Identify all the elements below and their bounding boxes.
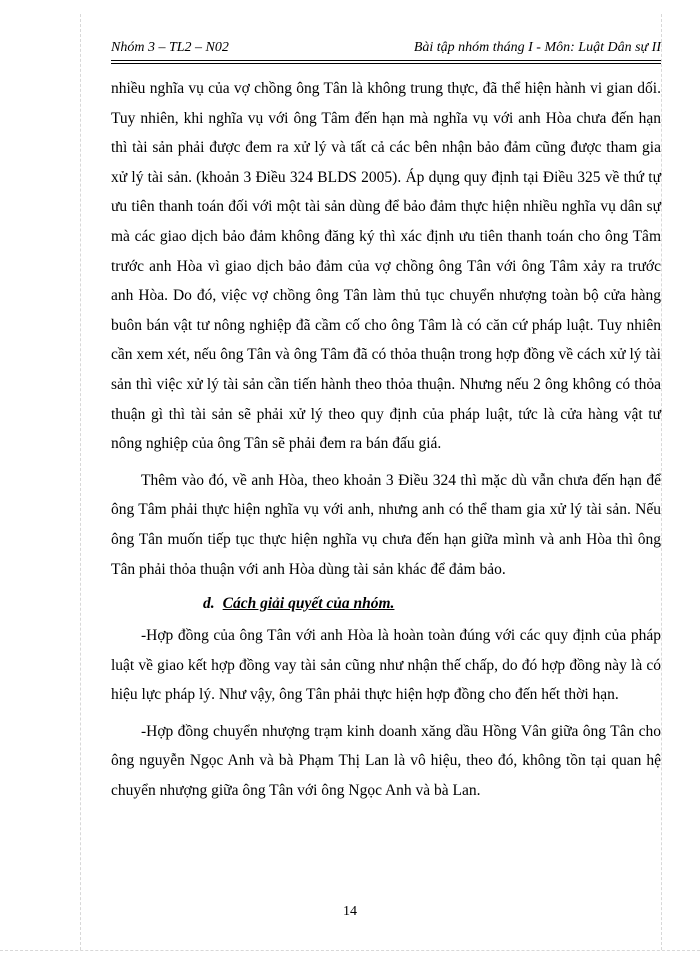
- paragraph-1: nhiều nghĩa vụ của vợ chồng ông Tân là không trung thực, đã thể hiện hành vi gian dối. Tuy nhiên, khi nghĩa vụ với ông Tâm đến hạn mà nghĩa vụ với anh Hòa chưa đến hạn thì tài sản phải được đem ra xử lý và tất cả các bên nhận bảo đảm cũng được tham gia xử lý tài sản. (khoản 3 Điều 324 BLDS 2005). Áp dụng quy định tại Điều 325 về thứ tự ưu tiên thanh toán đối với một tài sản dùng để bảo đảm thực hiện nhiều nghĩa vụ dân sự mà các giao dịch bảo đảm không đăng ký thì xác định ưu tiên thanh toán cho ông Tâm trước anh Hòa vì giao dịch bảo đảm của vợ chồng ông Tân với ông Tâm xảy ra trước anh Hòa. Do đó, việc vợ chồng ông Tân làm thủ tục chuyển nhượng toàn bộ cửa hàng buôn bán vật tư nông nghiệp đã cầm cố cho ông Tâm là có căn cứ pháp luật. Tuy nhiên cần xem xét, nếu ông Tân và ông Tâm đã có thỏa thuận trong hợp đồng về cách xử lý tài sản thì việc xử lý tài sản cần tiến hành theo thỏa thuận. Nhưng nếu 2 ông không có thỏa thuận gì thì tài sản sẽ phải xử lý theo quy định của pháp luật, tức là cửa hàng vật tư nông nghiệp của ông Tân sẽ phải đem ra bán đấu giá.: [111, 80, 661, 453]
- solution-paragraph-2: -Hợp đồng chuyển nhượng trạm kinh doanh xăng dầu Hồng Vân giữa ông Tân cho ông nguyễn Ngọc Anh và bà Phạm Thị Lan là vô hiệu, theo đó, không tồn tại quan hệ chuyển nhượng giữa ông Tân với ông Ngọc Anh và bà Lan.: [111, 722, 661, 800]
- page-number: 14: [343, 904, 357, 919]
- header-rule: [111, 60, 661, 64]
- header-course-label: Bài tập nhóm tháng I - Môn: Luật Dân sự II: [413, 40, 661, 55]
- paragraph-2: Thêm vào đó, về anh Hòa, theo khoản 3 Điều 324 thì mặc dù vẫn chưa đến hạn để ông Tâm phải thực hiện nghĩa vụ với anh, nhưng anh có thể tham gia xử lý tài sản. Nếu ông Tân muốn tiếp tục thực hiện nghĩa vụ chưa đến hạn giữa mình và anh Hòa thì ông Tân phải thỏa thuận với anh Hòa dùng tài sản khác để đảm bảo.: [111, 471, 661, 578]
- solution-paragraph-1: -Hợp đồng của ông Tân với anh Hòa là hoàn toàn đúng với các quy định của pháp luật về giao kết hợp đồng vay tài sản cũng như nhận thế chấp, do đó hợp đồng này là có hiệu lực pháp lý. Như vậy, ông Tân phải thực hiện hợp đồng cho đến hết thời hạn.: [111, 627, 661, 704]
- section-heading: [111, 589, 661, 618]
- header-group-label: Nhóm 3 – TL2 – N02: [111, 40, 229, 55]
- document-body: [111, 74, 661, 806]
- section-title: Cách giải quyết của nhóm.: [222, 595, 395, 613]
- section-letter: d.: [203, 595, 215, 613]
- page-bottom-edge: [0, 950, 700, 951]
- page-header: [111, 36, 661, 60]
